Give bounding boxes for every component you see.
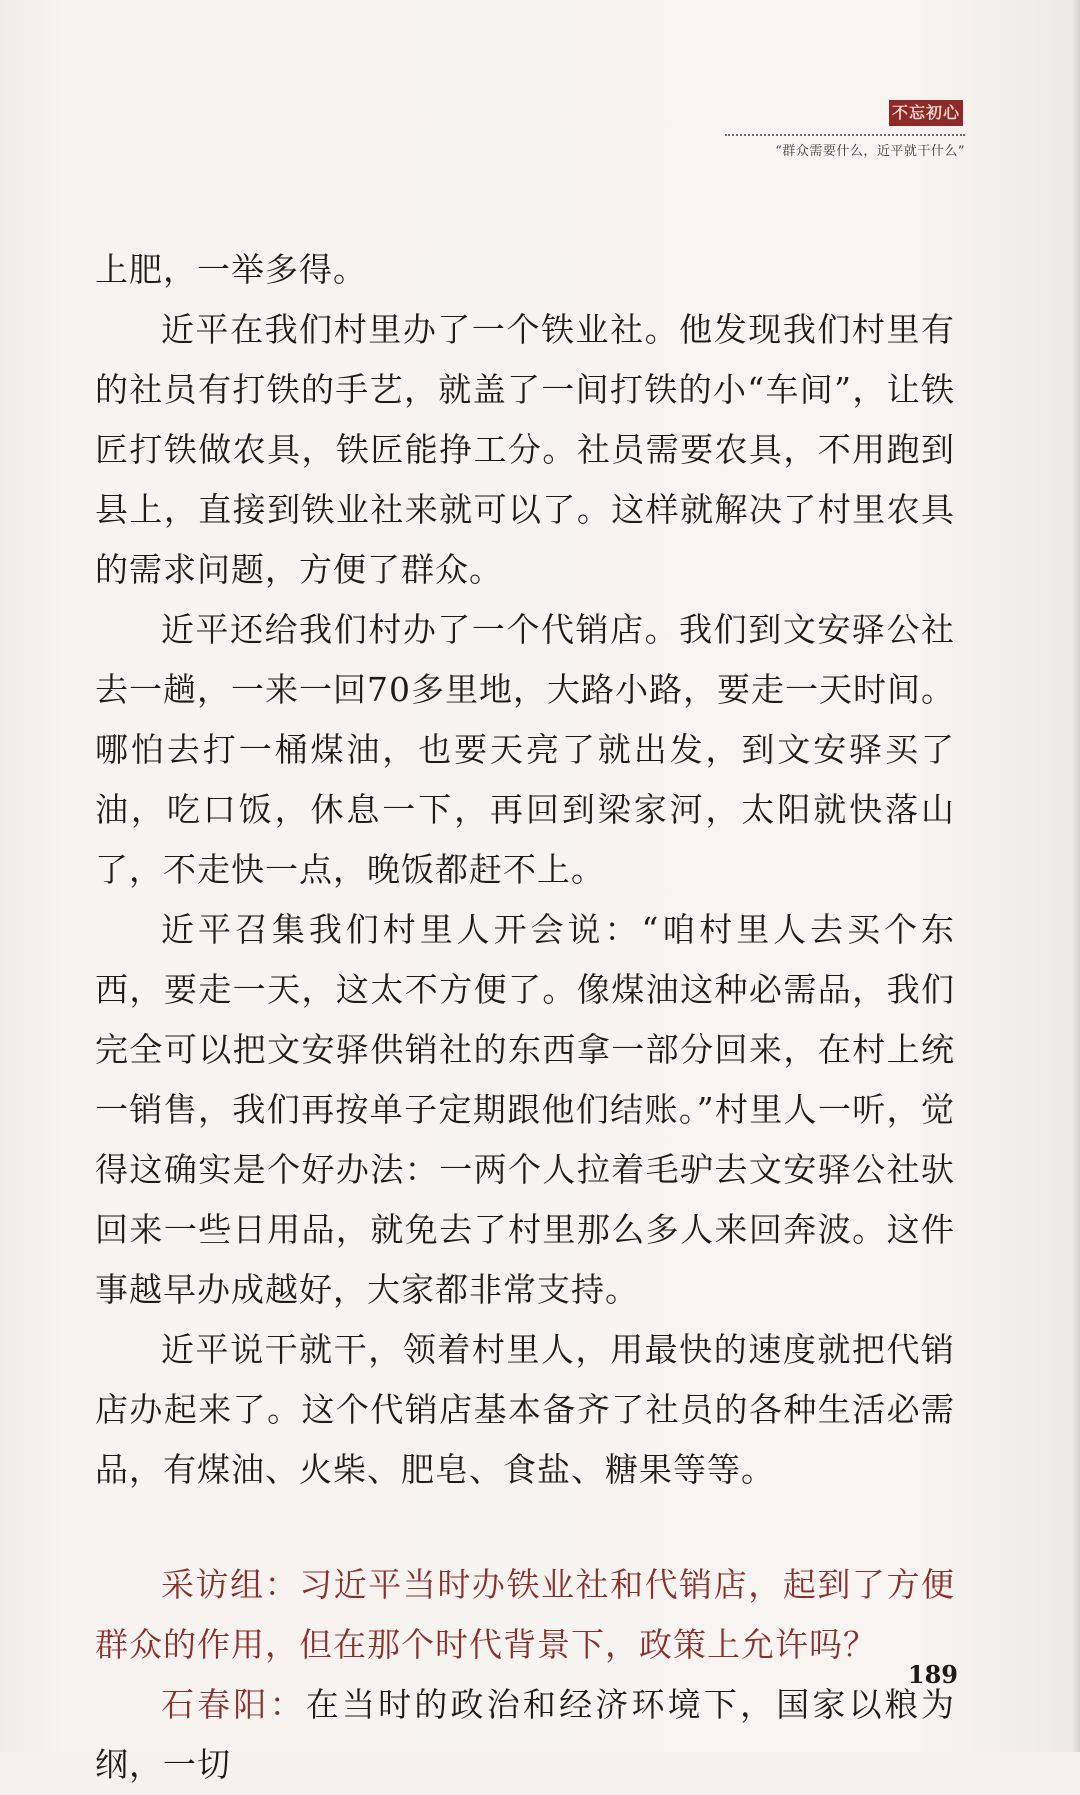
page-edge-shadow <box>1072 0 1080 1752</box>
page-number: 189 <box>907 1660 958 1689</box>
paragraph-iron-workshop: 近平在我们村里办了一个铁业社。他发现我们村里有的社员有打铁的手艺，就盖了一间打铁的小“车间”，让铁匠打铁做农具，铁匠能挣工分。社员需要农具，不用跑到县上，直接到铁业社来就可以了。这样就解决了村里农具的需求问题，方便了群众。 <box>95 310 955 589</box>
paragraph-store-opened: 近平说干就干，领着村里人，用最快的速度就把代销店办起来了。这个代销店基本备齐了社员的各种生活必需品，有煤油、火柴、肥皂、食盐、糖果等等。 <box>95 1330 955 1489</box>
paragraph-village-meeting: 近平召集我们村里人开会说：“咱村里人去买个东西，要走一天，这太不方便了。像煤油这种必需品，我们完全可以把文安驿供销社的东西拿一部分回来，在村上统一销售，我们再按单子定期跟他们结账。”村里人一听，觉得这确实是个好办法：一两个人拉着毛驴去文安驿公社驮回来一些日用品，就免去了村里那么多人来回奔波。这件事越早办成越好，大家都非常支持。 <box>95 910 955 1309</box>
interview-question <box>95 1555 955 1675</box>
main-text <box>95 240 955 1795</box>
interview-answer <box>95 1675 955 1795</box>
paragraph-agency-store: 近平还给我们村办了一个代销店。我们到文安驿公社去一趟，一来一回70多里地，大路小路，要走一天时间。哪怕去打一桶煤油，也要天亮了就出发，到文安驿买了油，吃口饭，休息一下，再回到梁家河，太阳就快落山了，不走快一点，晚饭都赶不上。 <box>95 610 955 889</box>
section-gap <box>95 1500 955 1555</box>
paragraph-continued: 上肥，一举多得。 <box>95 250 367 289</box>
answer-text: 在当时的政治和经济环境下，国家以粮为纲，一切 <box>95 1685 956 1784</box>
chapter-tag: 不忘初心 <box>889 100 963 126</box>
speaker-label-interviewer: 采访组： <box>161 1565 300 1604</box>
question-text: 习近平当时办铁业社和代销店，起到了方便群众的作用，但在那个时代背景下，政策上允许吗？ <box>95 1565 956 1664</box>
speaker-label-shi-chunyang: 石春阳： <box>161 1685 306 1724</box>
running-header <box>725 100 965 160</box>
chapter-subtitle: “群众需要什么，近平就干什么” <box>775 144 965 159</box>
header-divider <box>725 134 965 136</box>
